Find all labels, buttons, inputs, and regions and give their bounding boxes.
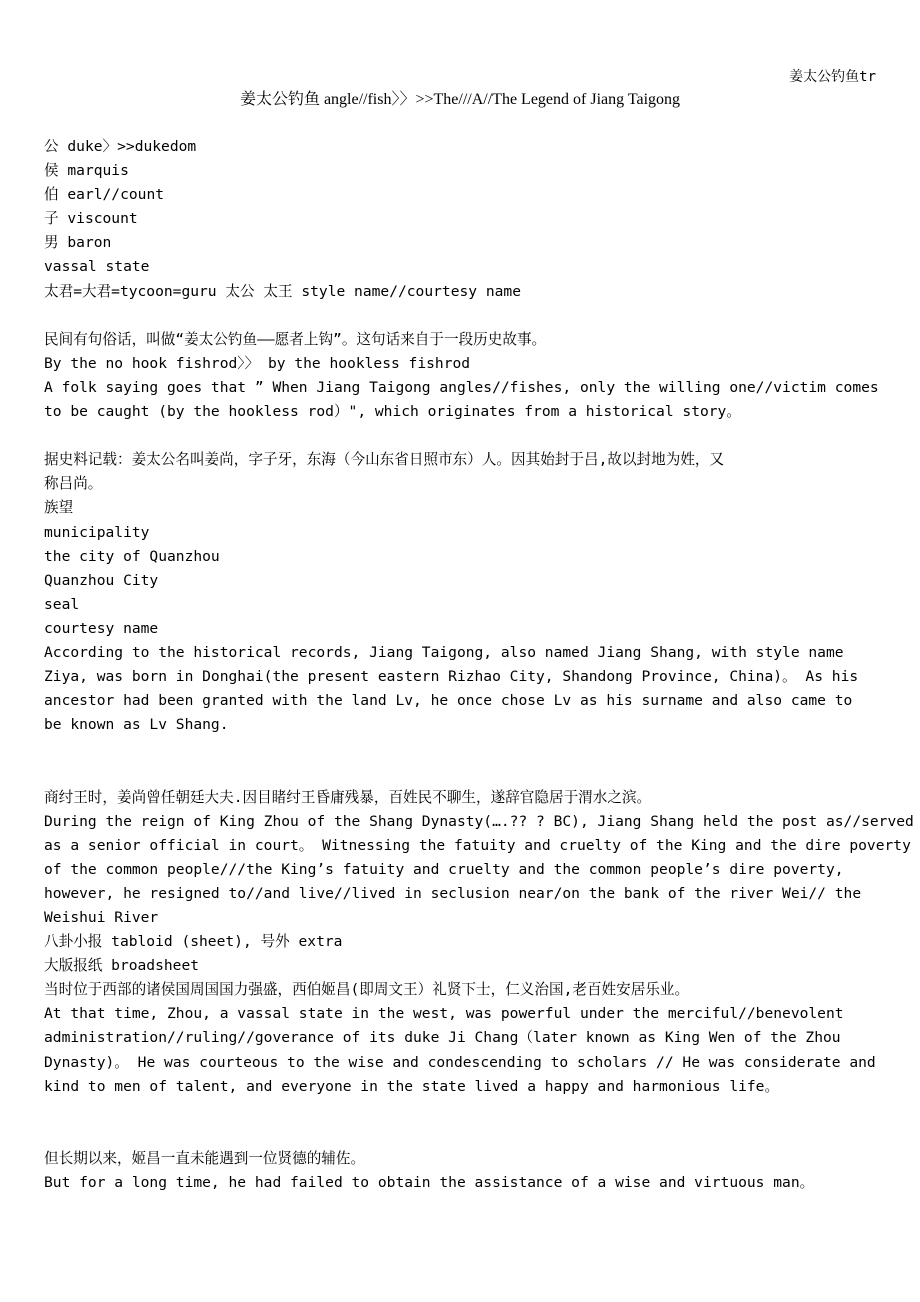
blank-line bbox=[44, 304, 920, 328]
text-line: 商纣王时，姜尚曾任朝廷大夫.因目睹纣王昏庸残暴，百姓民不聊生，遂辞官隐居于渭水之滨。 bbox=[44, 788, 652, 806]
blank-line bbox=[44, 1123, 920, 1147]
document-title: 姜太公钓鱼 angle//fish〉〉>>The///A//The Legend of Jiang Taigong bbox=[239, 91, 681, 108]
text-line: But for a long time, he had failed to obtain the assistance of a wise and virtuous man。 bbox=[44, 1174, 815, 1192]
blank-line bbox=[44, 737, 920, 761]
text-line: ancestor had been granted with the land Lv, he once chose Lv as his surname and also came to bbox=[44, 692, 853, 710]
text-line: seal bbox=[44, 595, 80, 613]
text-line: At that time, Zhou, a vassal state in the west, was powerful under the merciful//benevolent bbox=[44, 1005, 844, 1023]
text-line: of the common people///the King’s fatuity and cruelty and the common people’s dire poverty, bbox=[44, 860, 844, 878]
text-line: be known as Lv Shang. bbox=[44, 716, 229, 734]
text-line: 民间有句俗话，叫做“姜太公钓鱼——愿者上钩”。这句话来自于一段历史故事。 bbox=[44, 330, 547, 348]
running-header: 姜太公钓鱼tr bbox=[789, 69, 876, 85]
text-line: 称吕尚。 bbox=[44, 475, 103, 493]
text-line: 但长期以来，姬昌一直未能遇到一位贤德的辅佐。 bbox=[44, 1149, 366, 1167]
text-line: 公 duke〉>>dukedom bbox=[44, 138, 197, 155]
text-line: 子 viscount bbox=[44, 210, 138, 228]
text-line: 族望 bbox=[44, 499, 74, 517]
text-line: as a senior official in court。 Witnessing the fatuity and cruelty of the King and the dire poverty bbox=[44, 836, 911, 854]
document-body bbox=[44, 135, 920, 1195]
text-line: 当时位于西部的诸侯国周国国力强盛，西伯姬昌(即周文王）礼贤下士，仁义治国,老百姓安居乐业。 bbox=[44, 981, 690, 999]
text-line: administration//ruling//goverance of its duke Ji Chang（later known as King Wen of the Zhou bbox=[44, 1029, 841, 1047]
text-line: to be caught (by the hookless rod）", which originates from a historical story。 bbox=[44, 403, 741, 421]
text-line: 太君=大君=tycoon=guru 太公 太王 style name//courtesy name bbox=[44, 282, 521, 300]
text-line: the city of Quanzhou bbox=[44, 547, 220, 565]
text-line: Weishui River bbox=[44, 909, 159, 926]
text-line: By the no hook fishrod〉〉 by the hookless fishrod bbox=[44, 354, 471, 372]
text-line: 八卦小报 tabloid (sheet), 号外 extra bbox=[44, 933, 343, 951]
text-line: According to the historical records, Jiang Taigong, also named Jiang Shang, with style name bbox=[44, 643, 844, 661]
blank-line bbox=[44, 424, 920, 448]
text-line: 男 baron bbox=[44, 234, 112, 252]
text-line: 据史料记载：姜太公名叫姜尚，字子牙，东海（今山东省日照市东）人。因其始封于吕,故以封地为姓，又 bbox=[44, 451, 725, 469]
text-line: however, he resigned to//and live//lived in seclusion near/on the bank of the river Wei// the bbox=[44, 884, 862, 902]
blank-line bbox=[44, 1099, 920, 1123]
text-line: municipality bbox=[44, 523, 150, 541]
blank-line bbox=[44, 761, 920, 785]
text-line: 大版报纸 broadsheet bbox=[44, 957, 200, 975]
text-line: Dynasty)。 He was courteous to the wise and condescending to scholars // He was considerate and bbox=[44, 1053, 876, 1071]
text-line: 伯 earl//count bbox=[44, 186, 165, 204]
text-line: During the reign of King Zhou of the Shang Dynasty(….?? ? BC), Jiang Shang held the post as//served bbox=[44, 812, 914, 830]
text-line: Ziya, was born in Donghai(the present eastern Rizhao City, Shandong Province, China)。 As his bbox=[44, 668, 859, 686]
text-line: vassal state bbox=[44, 258, 150, 276]
text-line: 侯 marquis bbox=[44, 162, 129, 180]
text-line: courtesy name bbox=[44, 619, 159, 637]
text-line: A folk saying goes that ” When Jiang Taigong angles//fishes, only the willing one//victim comes bbox=[44, 378, 879, 396]
text-line: kind to men of talent, and everyone in the state lived a happy and harmonious life。 bbox=[44, 1077, 780, 1095]
text-line: Quanzhou City bbox=[44, 571, 159, 589]
